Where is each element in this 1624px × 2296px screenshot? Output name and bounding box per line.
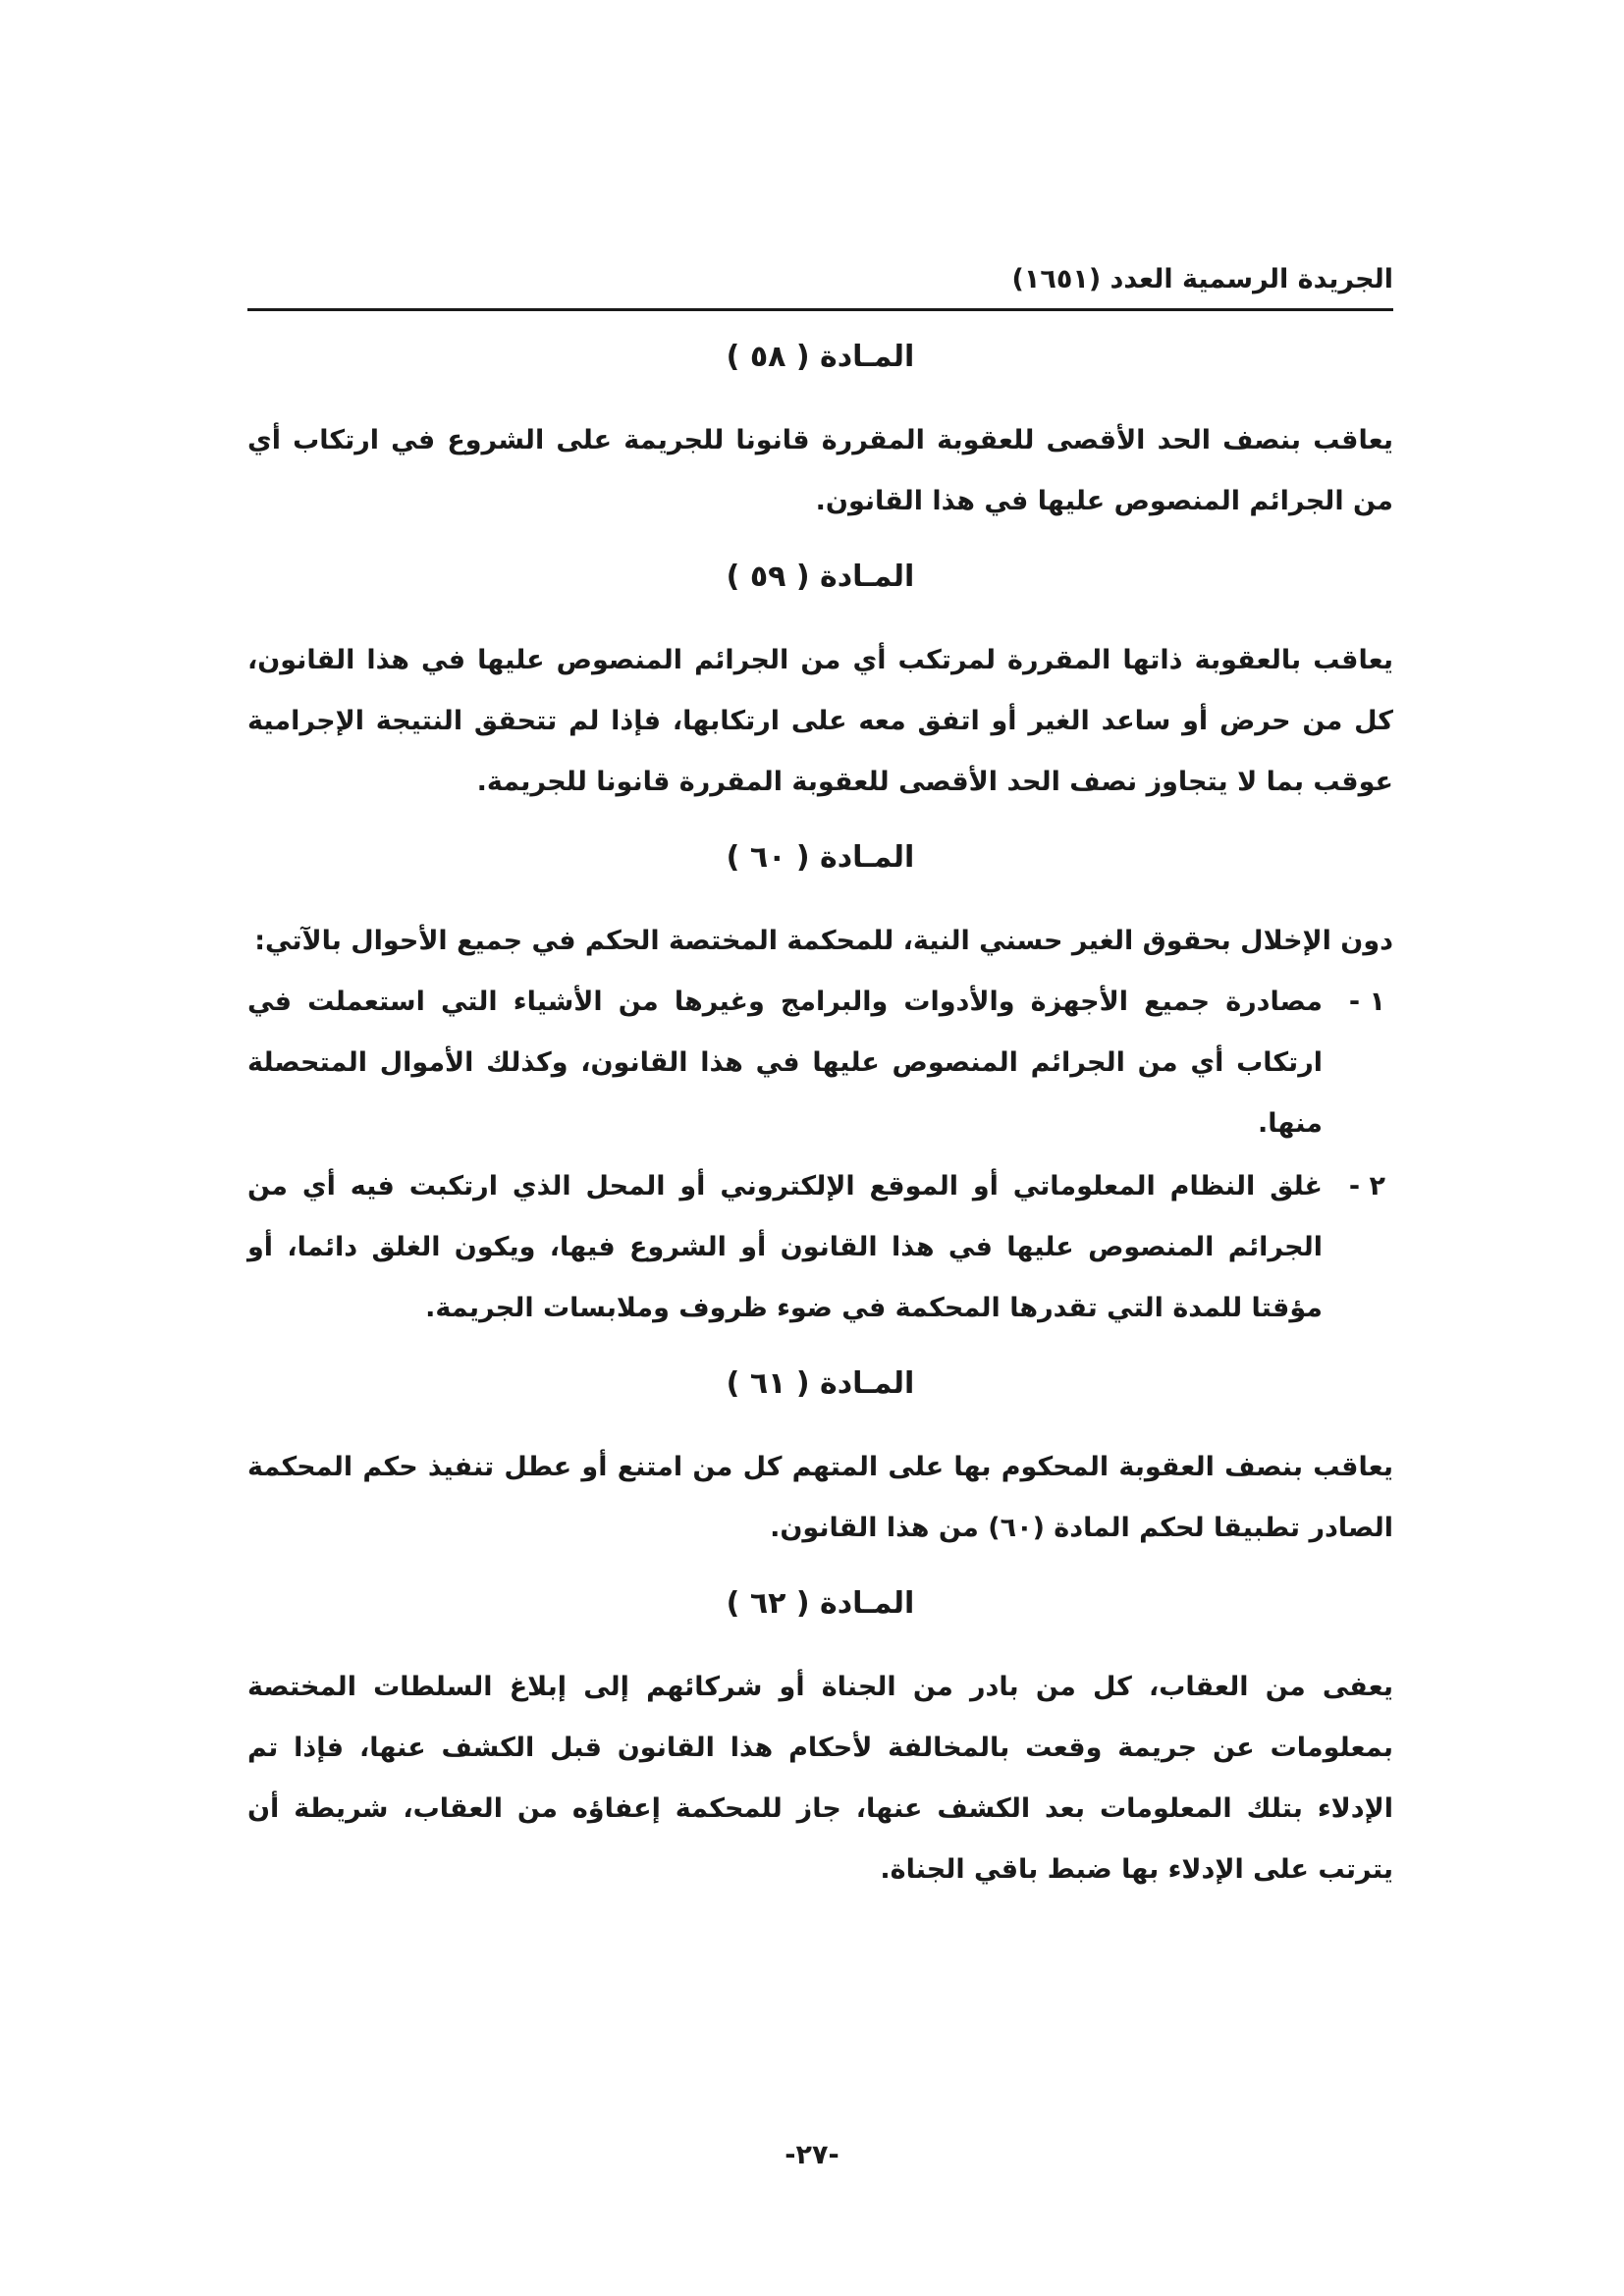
article-58	[247, 334, 1393, 532]
article-title: المـادة ( ٦٠ )	[726, 840, 915, 875]
article-text: يعاقب بنصف الحد الأقصى للعقوبة المقررة قانونا للجريمة على الشروع في ارتكاب أي من الجرائم المنصوص عليها في هذا القانون.	[247, 425, 1393, 516]
article-61	[247, 1361, 1393, 1559]
article-text: يعاقب بالعقوبة ذاتها المقررة لمرتكب أي من الجرائم المنصوص عليها في هذا القانون، كل من حرض أو ساعد الغير أو اتفق معه على ارتكابها، فإذا لم تتحقق النتيجة الإجرامية عوقب بما لا يتجاوز نصف الحد الأقصى للعقوبة المقررة قانونا للجريمة.	[247, 645, 1393, 797]
article-items	[247, 972, 1393, 1339]
page-number: -٢٧-	[785, 2140, 839, 2170]
article-text: يعفى من العقاب، كل من بادر من الجناة أو شركائهم إلى إبلاغ السلطات المختصة بمعلومات عن جريمة وقعت بالمخالفة لأحكام هذا القانون قبل الكشف عنها، فإذا تم الإدلاء بتلك المعلومات بعد الكشف عنها، جاز للمحكمة إعفاؤه من العقاب، شريطة أن يترتب على الإدلاء بها ضبط باقي الجناة.	[247, 1672, 1393, 1885]
list-item-text: غلق النظام المعلوماتي أو الموقع الإلكتروني أو المحل الذي ارتكبت فيه أي من الجرائم المنصوص عليها في هذا القانون أو الشروع فيها، ويكون الغلق دائما، أو مؤقتا للمدة التي تقدرها المحكمة في ضوء ظروف وملابسات الجريمة.	[247, 1171, 1323, 1323]
article-title: المـادة ( ٥٨ )	[726, 340, 915, 374]
article-title: المـادة ( ٦١ )	[726, 1366, 915, 1401]
list-item-number: ١ -	[1348, 987, 1385, 1017]
article-title: المـادة ( ٦٢ )	[726, 1586, 915, 1621]
list-item	[247, 1156, 1393, 1339]
list-item	[247, 972, 1393, 1154]
article-text: يعاقب بنصف العقوبة المحكوم بها على المتهم كل من امتنع أو عطل تنفيذ حكم المحكمة الصادر تطبيقا لحكم المادة (٦٠) من هذا القانون.	[247, 1452, 1393, 1543]
article-intro: دون الإخلال بحقوق الغير حسني النية، للمحكمة المختصة الحكم في جميع الأحوال بالآتي:	[254, 926, 1393, 956]
article-59	[247, 554, 1393, 813]
article-title: المـادة ( ٥٩ )	[726, 560, 915, 594]
page-header	[247, 257, 1393, 311]
page-content	[247, 322, 1393, 1922]
article-62	[247, 1580, 1393, 1900]
gazette-header-title: الجريدة الرسمية العدد (١٦٥١)	[1011, 264, 1393, 294]
list-item-text: مصادرة جميع الأجهزة والأدوات والبرامج وغيرها من الأشياء التي استعملت في ارتكاب أي من الجرائم المنصوص عليها في هذا القانون، وكذلك الأموال المتحصلة منها.	[247, 987, 1323, 1139]
article-60	[247, 834, 1393, 1339]
list-item-number: ٢ -	[1348, 1171, 1385, 1201]
